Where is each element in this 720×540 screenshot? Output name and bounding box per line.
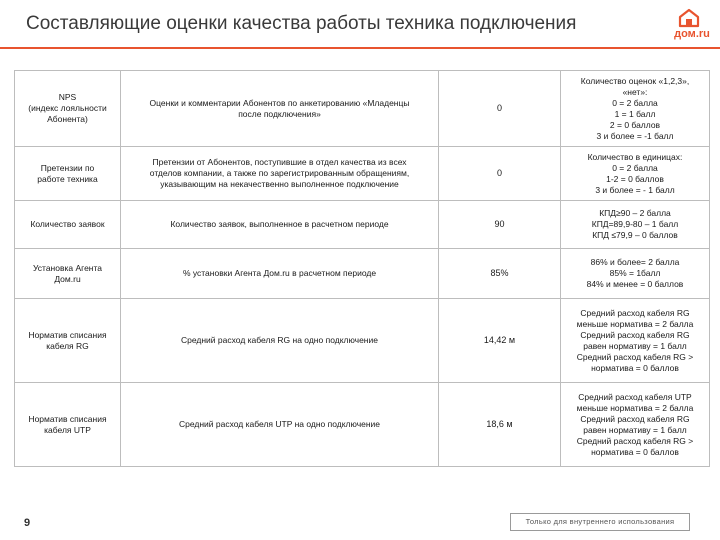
criterion-value: 90 xyxy=(439,201,561,249)
criterion-name: Претензии по работе техника xyxy=(15,147,121,201)
criterion-name: Норматив списания кабеля UTP xyxy=(15,383,121,467)
criterion-scoring: КПД≥90 – 2 балла КПД=89,9-80 – 1 балл КПД ≤79,9 – 0 баллов xyxy=(561,201,710,249)
slide-title: Составляющие оценки качества работы техника подключения xyxy=(26,13,577,34)
internal-use-notice: Только для внутреннего использования xyxy=(510,513,690,531)
criterion-name: NPS (индекс лояльности Абонента) xyxy=(15,71,121,147)
header-divider xyxy=(0,47,720,49)
criterion-scoring: Средний расход кабеля RG меньше норматива = 2 балла Средний расход кабеля RG равен нормативу = 1 балл Средний расход кабеля RG > норматива = 0 баллов xyxy=(561,299,710,383)
table-row xyxy=(15,71,710,147)
table-row xyxy=(15,201,710,249)
criterion-name: Установка Агента Дом.ru xyxy=(15,249,121,299)
quality-criteria-table xyxy=(14,70,710,467)
criterion-value: 85% xyxy=(439,249,561,299)
page-number: 9 xyxy=(24,517,31,529)
criterion-value: 0 xyxy=(439,147,561,201)
table-row xyxy=(15,249,710,299)
table-row xyxy=(15,147,710,201)
criterion-description: Оценки и комментарии Абонентов по анкетированию «Младенцы после подключения» xyxy=(121,71,439,147)
criterion-value: 14,42 м xyxy=(439,299,561,383)
criterion-name: Норматив списания кабеля RG xyxy=(15,299,121,383)
table-row xyxy=(15,383,710,467)
criterion-scoring: Количество оценок «1,2,3», «нет»: 0 = 2 балла 1 = 1 балл 2 = 0 баллов 3 и более = -1 балл xyxy=(561,71,710,147)
criterion-description: Количество заявок, выполненное в расчетном периоде xyxy=(121,201,439,249)
criterion-scoring: Количество в единицах: 0 = 2 балла 1-2 = 0 баллов 3 и более = - 1 балл xyxy=(561,147,710,201)
house-logo-icon xyxy=(678,8,700,28)
criterion-value: 18,6 м xyxy=(439,383,561,467)
table-row xyxy=(15,299,710,383)
criterion-name: Количество заявок xyxy=(15,201,121,249)
criterion-description: Претензии от Абонентов, поступившие в отдел качества из всех отделов компании, а также по зарегистрированным обращениям, указывающим на некачественно выполненное подключение xyxy=(121,147,439,201)
slide-header xyxy=(0,0,720,47)
criterion-description: Средний расход кабеля RG на одно подключение xyxy=(121,299,439,383)
criterion-value: 0 xyxy=(439,71,561,147)
criterion-scoring: Средний расход кабеля UTP меньше норматива = 2 балла Средний расход кабеля RG равен нормативу = 1 балл Средний расход кабеля RG > норматива = 0 баллов xyxy=(561,383,710,467)
logo-text: дом.ru xyxy=(674,28,710,40)
brand-logo xyxy=(668,8,716,42)
criterion-scoring: 86% и более= 2 балла 85% = 1балл 84% и менее = 0 баллов xyxy=(561,249,710,299)
criterion-description: Средний расход кабеля UTP на одно подключение xyxy=(121,383,439,467)
criterion-description: % установки Агента Дом.ru в расчетном периоде xyxy=(121,249,439,299)
